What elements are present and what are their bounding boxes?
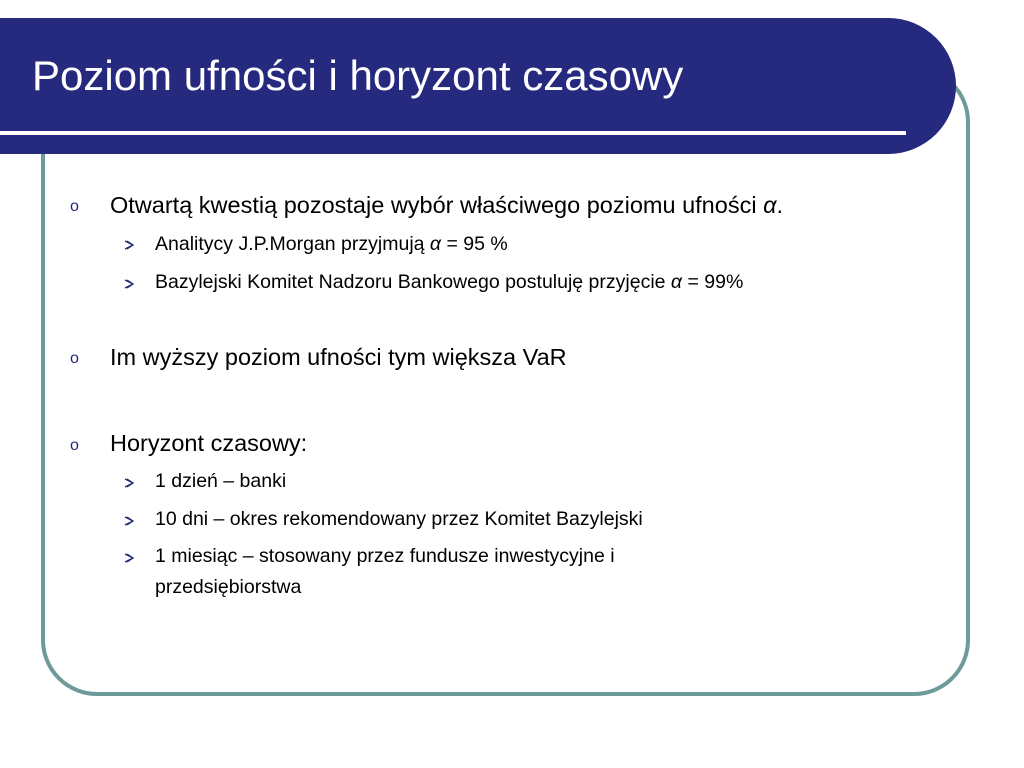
- sub-bullet-text: 1 dzień – banki: [155, 470, 287, 492]
- bullet-text: Im wyższy poziom ufności tym większa VaR: [110, 344, 567, 370]
- sub-bullet-text-continuation: przedsiębiorstwa: [155, 576, 302, 598]
- bullet-text: Horyzont czasowy:: [110, 430, 308, 456]
- bullet-o-icon: o: [70, 198, 79, 215]
- sub-bullet-text: 1 miesiąc – stosowany przez fundusze inwestycyjne i: [155, 545, 615, 567]
- sub-bullet-text: 10 dni – okres rekomendowany przez Komitet Bazylejski: [155, 508, 643, 530]
- sub-bullet-text: Analitycy J.P.Morgan przyjmują α = 95 %: [155, 233, 508, 255]
- bullet-o-icon: o: [70, 350, 79, 367]
- bullet-o-icon: o: [70, 437, 79, 454]
- bullet-text: Otwartą kwestią pozostaje wybór właściwego poziomu ufności α.: [110, 192, 784, 218]
- slide-title: Poziom ufności i horyzont czasowy: [32, 52, 684, 99]
- sub-bullet-text: Bazylejski Komitet Nadzoru Bankowego postuluję przyjęcie α = 99%: [155, 271, 744, 293]
